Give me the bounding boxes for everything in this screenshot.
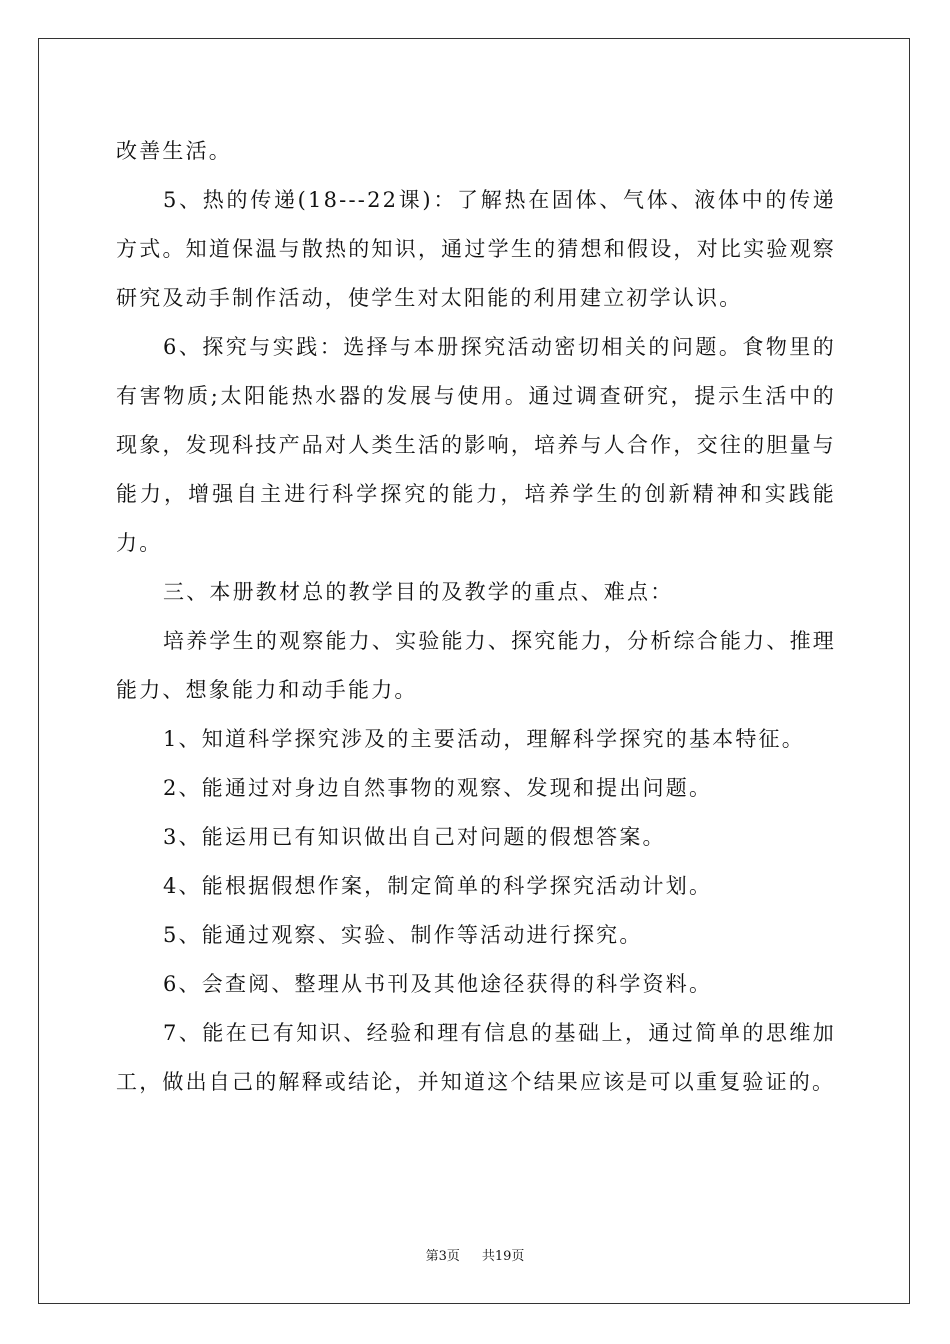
- paragraph-5: 培养学生的观察能力、实验能力、探究能力，分析综合能力、推理能力、想象能力和动手能力。: [116, 629, 836, 702]
- paragraph-3: 6、探究与实践：选择与本册探究活动密切相关的问题。食物里的有害物质;太阳能热水器的发展与使用。通过调查研究，提示生活中的现象，发现科技产品对人类生活的影响，培养与人合作，交往的胆量与能力，增强自主进行科学探究的能力，培养学生的创新精神和实践能力。: [116, 335, 836, 555]
- page-number: 第3页: [425, 1249, 460, 1264]
- list-item-2: 2、能通过对身边自然事物的观察、发现和提出问题。: [163, 776, 713, 800]
- list-item-6: 6、会查阅、整理从书刊及其他途径获得的科学资料。: [163, 972, 713, 996]
- list-item-3: 3、能运用已有知识做出自己对问题的假想答案。: [163, 825, 666, 849]
- list-item-5: 5、能通过观察、实验、制作等活动进行探究。: [163, 923, 643, 947]
- page-footer: [0, 1248, 950, 1266]
- paragraph-1: 改善生活。: [116, 139, 232, 163]
- section-heading: 三、本册教材总的教学目的及教学的重点、难点：: [163, 580, 674, 604]
- list-item-4: 4、能根据假想作案，制定简单的科学探究活动计划。: [163, 874, 713, 898]
- list-item-7: 7、能在已有知识、经验和理有信息的基础上，通过简单的思维加工，做出自己的解释或结论，并知道这个结果应该是可以重复验证的。: [116, 1021, 836, 1094]
- page-total: 共19页: [481, 1249, 525, 1264]
- paragraph-2: 5、热的传递(18---22课)：了解热在固体、气体、液体中的传递方式。知道保温与散热的知识，通过学生的猜想和假设，对比实验观察研究及动手制作活动，使学生对太阳能的利用建立初学认识。: [116, 188, 836, 310]
- list-item-1: 1、知道科学探究涉及的主要活动，理解科学探究的基本特征。: [163, 727, 805, 751]
- document-body: [116, 127, 836, 1107]
